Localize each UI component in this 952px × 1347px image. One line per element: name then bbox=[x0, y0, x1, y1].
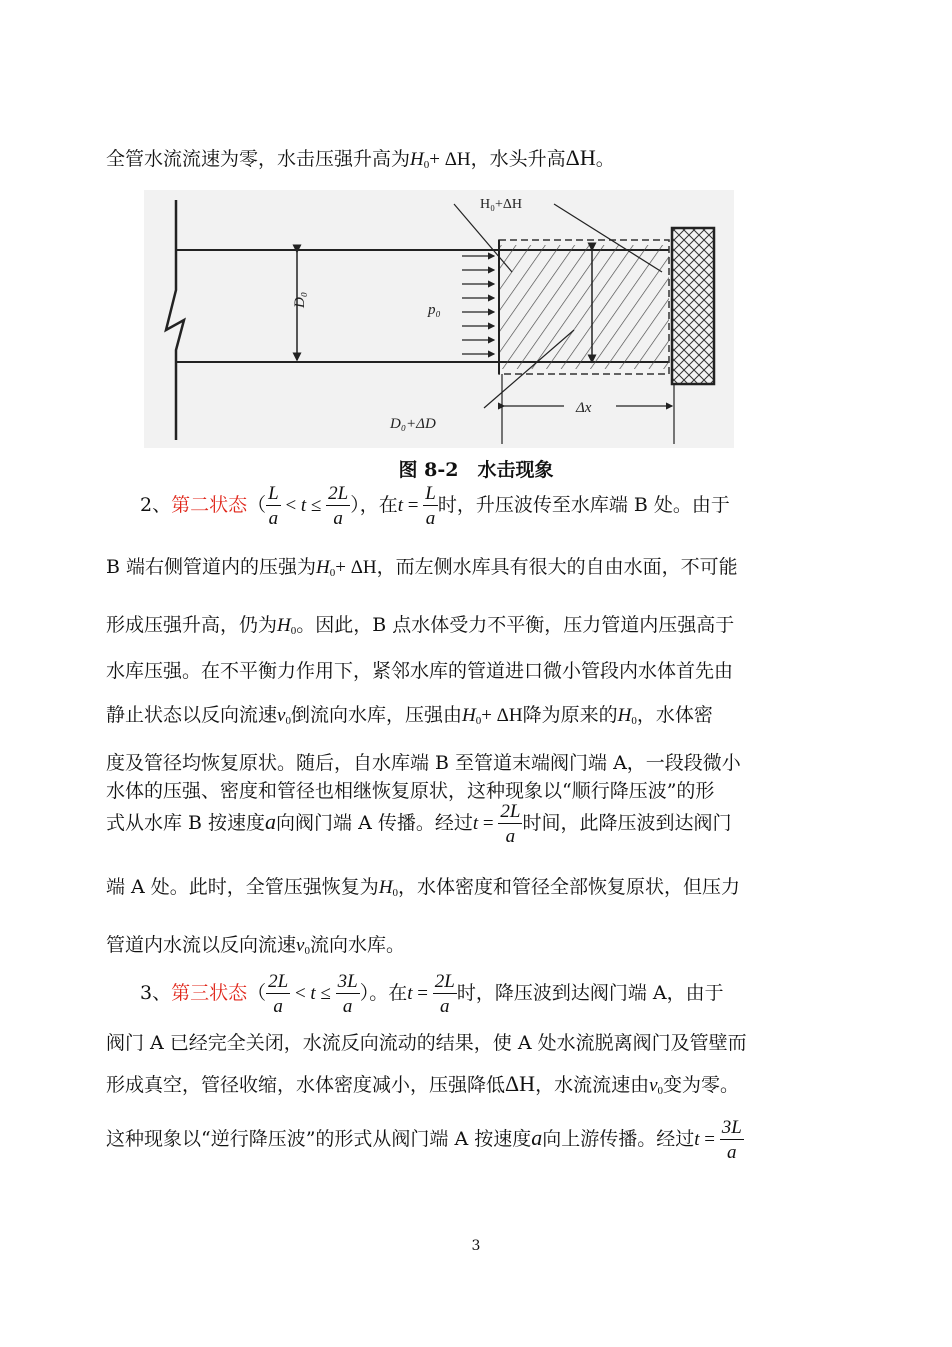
math-H: H bbox=[378, 877, 393, 898]
frac-den: a bbox=[425, 508, 436, 529]
state-heading: 第三状态 bbox=[171, 982, 248, 1004]
text-segment: 时，降压波到达阀门端 A，由于 bbox=[456, 982, 724, 1004]
paragraph-line-12 bbox=[140, 972, 724, 1016]
text-segment: B 端右侧管道内的压强为 bbox=[106, 556, 317, 578]
frac-num: 3L bbox=[721, 1117, 742, 1138]
math-a: a bbox=[531, 1125, 543, 1150]
math-v: v bbox=[277, 705, 286, 726]
fraction bbox=[266, 484, 281, 528]
math-H: H bbox=[316, 557, 330, 578]
math-t: t bbox=[472, 813, 479, 834]
frac-num: 3L bbox=[337, 971, 358, 992]
frac-den: a bbox=[342, 996, 353, 1017]
math-op: = bbox=[704, 1129, 715, 1150]
text-segment: 降为原来的 bbox=[522, 704, 618, 726]
text-segment: 时，升压波传至水库端 B 处。由于 bbox=[437, 494, 730, 516]
text-segment: ，水体密度和管径全部恢复原状，但压力 bbox=[398, 876, 741, 898]
math-t: t bbox=[694, 1129, 700, 1150]
math-sub: 0 bbox=[329, 567, 336, 579]
paragraph-line-9 bbox=[106, 802, 731, 846]
math-H: H bbox=[617, 705, 632, 726]
label-h0-dh: H₀+ΔH bbox=[480, 197, 522, 212]
text-segment: 水库压强。在不平衡力作用下，紧邻水库的管道进口微小管段内水体首先由 bbox=[106, 660, 734, 682]
item-number: 3、 bbox=[140, 982, 172, 1004]
paragraph-line-1 bbox=[106, 144, 615, 171]
math-t: t bbox=[300, 495, 307, 516]
math-sub: 0 bbox=[657, 1085, 664, 1097]
math-t: t bbox=[310, 983, 316, 1004]
math-v: v bbox=[649, 1075, 658, 1096]
paragraph-line-3 bbox=[106, 552, 738, 579]
text-segment: 阀门 A 已经完全关闭，水流反向流动的结果，使 A 处水流脱离阀门及管壁而 bbox=[106, 1032, 747, 1054]
paragraph-line-15 bbox=[106, 1118, 744, 1162]
math-op: < bbox=[294, 983, 306, 1004]
math-op: ≤ bbox=[320, 983, 331, 1004]
frac-den: a bbox=[727, 1142, 737, 1163]
label-dx: Δx bbox=[576, 400, 592, 416]
math-sub: 0 bbox=[423, 159, 430, 171]
valve-icon bbox=[672, 228, 714, 384]
math-sub: 0 bbox=[290, 625, 297, 637]
math-v: v bbox=[296, 935, 305, 956]
frac-den: a bbox=[268, 508, 279, 529]
text-segment: 端 A 处。此时，全管压强恢复为 bbox=[106, 876, 379, 898]
fraction bbox=[433, 972, 457, 1016]
text-segment: 这种现象以“逆行降压波”的形式从阀门端 A 按速度 bbox=[106, 1128, 532, 1150]
frac-num: 2L bbox=[434, 971, 455, 992]
frac-num: 2L bbox=[500, 801, 521, 822]
text-segment: 倒流向水库，压强由 bbox=[290, 704, 462, 726]
state-heading: 第二状态 bbox=[171, 494, 248, 516]
text-segment: 向阀门端 A 传播。经过 bbox=[276, 812, 473, 834]
water-hammer-figure bbox=[144, 190, 734, 448]
frac-num: L bbox=[425, 483, 436, 504]
text-segment: 形成真空，管径收缩，水体密度减小，压强降低 bbox=[106, 1074, 506, 1096]
text-segment: 时间，此降压波到达阀门 bbox=[522, 812, 732, 834]
compressed-zone bbox=[499, 245, 669, 369]
math-plus-dH: + ΔH bbox=[481, 705, 523, 726]
text-segment: 水体的压强、密度和管径也相继恢复原状，这种现象以“顺行降压波”的形 bbox=[106, 780, 715, 802]
math-sub: 0 bbox=[285, 715, 291, 727]
fraction bbox=[423, 484, 438, 528]
text-segment: 变为零。 bbox=[663, 1074, 740, 1096]
label-p0: p₀ bbox=[428, 302, 441, 318]
text-segment: （ bbox=[247, 982, 267, 1004]
paragraph-line-7 bbox=[106, 748, 741, 775]
math-sub: 0 bbox=[304, 945, 310, 957]
paragraph-line-13 bbox=[106, 1028, 747, 1055]
math-t: t bbox=[397, 495, 404, 516]
text-segment: （ bbox=[247, 494, 267, 516]
paragraph-line-2 bbox=[140, 484, 730, 528]
text-segment: ，水头升高 bbox=[470, 148, 566, 170]
math-sub: 0 bbox=[392, 887, 399, 899]
label-d0-dd: D₀+ΔD bbox=[390, 416, 436, 432]
page-number: 3 bbox=[471, 1238, 481, 1254]
paragraph-line-14 bbox=[106, 1070, 739, 1097]
math-op: = bbox=[407, 495, 419, 516]
text-segment: ，水体密 bbox=[636, 704, 713, 726]
item-number: 2、 bbox=[140, 494, 172, 516]
text-segment: ），在 bbox=[350, 494, 398, 516]
frac-den: a bbox=[273, 996, 283, 1017]
math-H: H bbox=[461, 705, 476, 726]
label-d0: D₀ bbox=[292, 291, 308, 308]
text-segment: 管道内水流以反向流速 bbox=[106, 934, 297, 956]
text-segment: 静止状态以反向流速 bbox=[106, 704, 278, 726]
text-segment: ）。在 bbox=[359, 982, 408, 1004]
math-t: t bbox=[407, 983, 413, 1004]
fraction bbox=[326, 484, 350, 528]
frac-den: a bbox=[333, 508, 343, 529]
math-op: ≤ bbox=[310, 495, 322, 516]
paragraph-line-10 bbox=[106, 872, 740, 899]
math-dH: ΔH bbox=[505, 1071, 536, 1096]
text-segment: 形成压强升高，仍为 bbox=[106, 614, 278, 636]
frac-num: 2L bbox=[328, 483, 349, 504]
fraction bbox=[336, 972, 360, 1016]
paragraph-line-11 bbox=[106, 930, 405, 957]
math-a: a bbox=[265, 809, 277, 834]
math-plus-dH: + ΔH bbox=[335, 557, 377, 578]
math-H: H bbox=[277, 615, 291, 636]
figure-caption: 图 8-2 水击现象 bbox=[398, 459, 554, 481]
text-segment: 全管水流流速为零，水击压强升高为 bbox=[106, 148, 411, 170]
frac-num: L bbox=[268, 483, 279, 504]
math-op: = bbox=[482, 813, 494, 834]
math-sub: 0 bbox=[631, 715, 637, 727]
math-op: = bbox=[417, 983, 428, 1004]
text-segment: 流向水库。 bbox=[309, 934, 405, 956]
paragraph-line-6 bbox=[106, 700, 713, 727]
text-segment: ，而左侧水库具有很大的自由水面，不可能 bbox=[376, 556, 738, 578]
fraction bbox=[266, 972, 290, 1016]
paragraph-line-4 bbox=[106, 610, 734, 637]
math-dH: ΔH bbox=[565, 145, 596, 170]
text-segment: 向上游传播。经过 bbox=[542, 1128, 695, 1150]
frac-den: a bbox=[440, 996, 450, 1017]
text-segment: 度及管径均恢复原状。随后，自水库端 B 至管道末端阀门端 A，一段段微小 bbox=[106, 752, 741, 774]
math-sub: 0 bbox=[475, 715, 482, 727]
math-op: < bbox=[285, 495, 297, 516]
text-segment: 。 bbox=[595, 148, 615, 170]
fraction bbox=[720, 1118, 744, 1162]
math-plus-dH: + ΔH bbox=[429, 149, 471, 170]
water-hammer-diagram bbox=[144, 190, 734, 448]
paragraph-line-8 bbox=[106, 776, 714, 803]
frac-den: a bbox=[505, 826, 516, 847]
math-H: H bbox=[410, 149, 424, 170]
paragraph-line-5 bbox=[106, 656, 733, 683]
text-segment: 。因此，B 点水体受力不平衡，压力管道内压强高于 bbox=[296, 614, 735, 636]
frac-num: 2L bbox=[268, 971, 289, 992]
text-segment: ，水流流速由 bbox=[535, 1074, 650, 1096]
fraction bbox=[498, 802, 522, 846]
text-segment: 式从水库 B 按速度 bbox=[106, 812, 266, 834]
